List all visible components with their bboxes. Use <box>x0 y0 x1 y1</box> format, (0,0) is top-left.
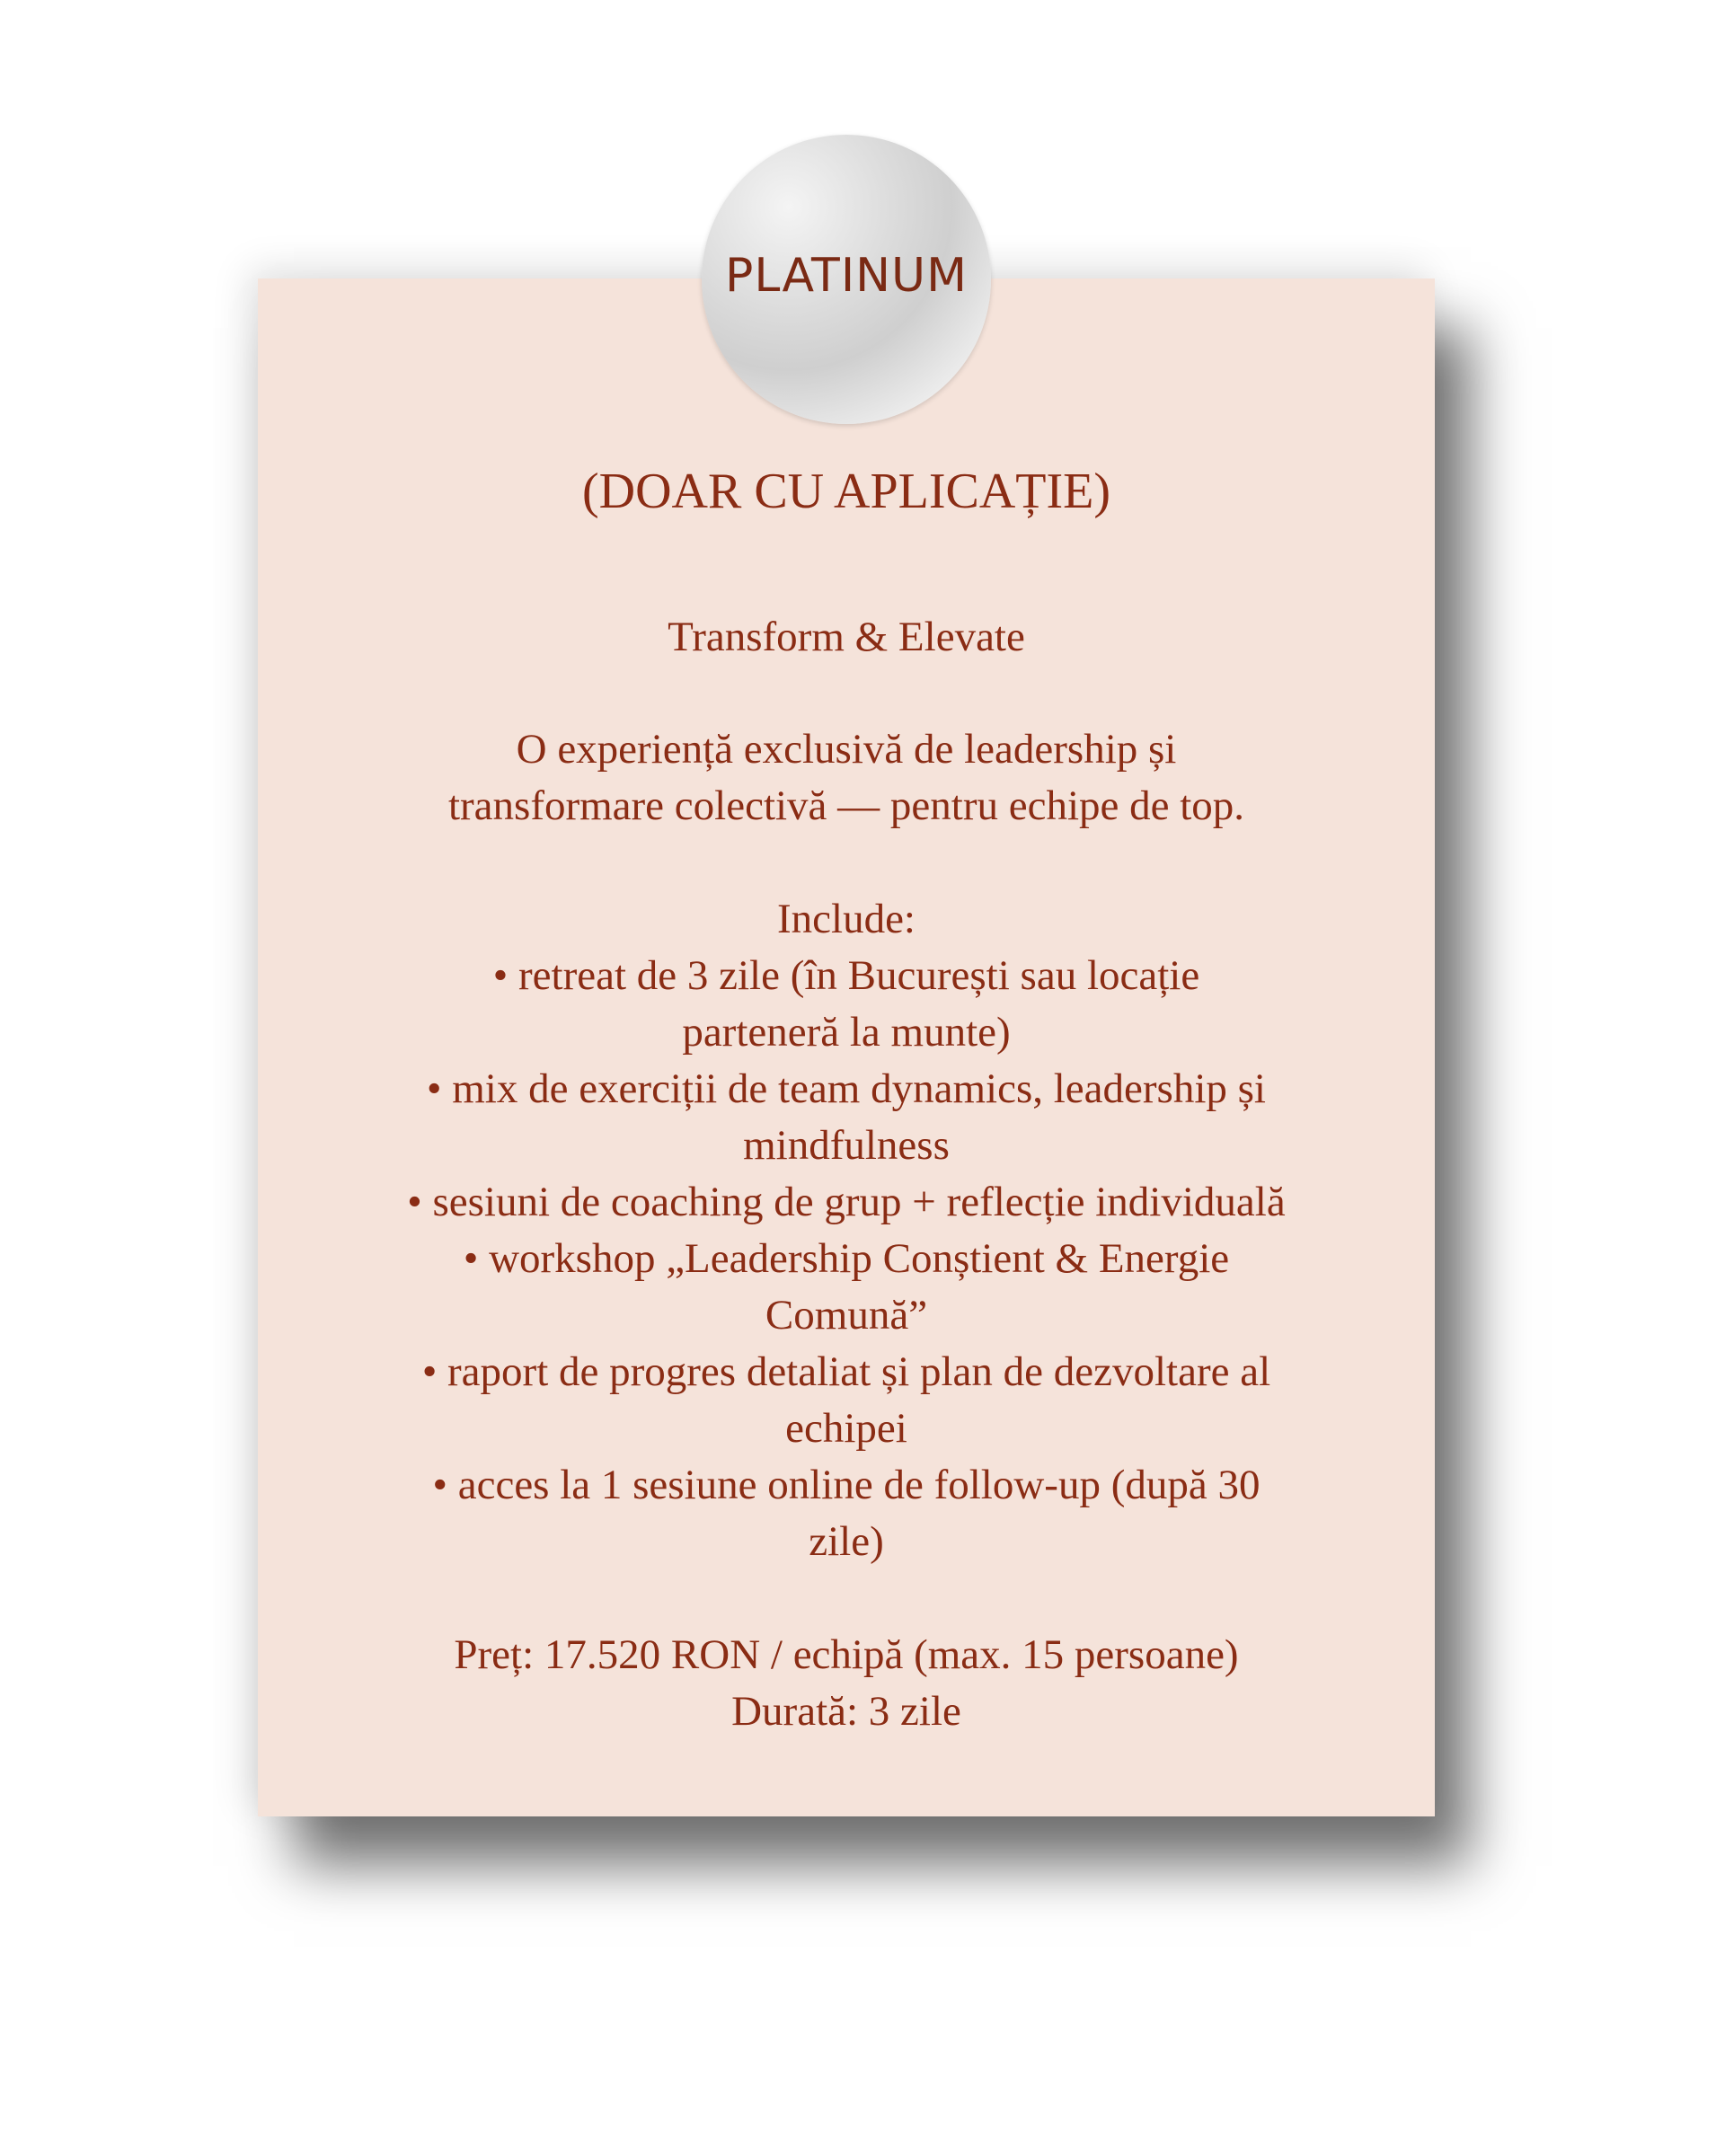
include-heading: Include: <box>777 896 916 942</box>
card-subtitle: (DOAR CU APLICAȚIE) <box>582 464 1110 519</box>
platinum-badge <box>702 135 991 424</box>
include-line: • acces la 1 sesiune online de follow-up (după 30 <box>432 1462 1261 1508</box>
include-line: • sesiuni de coaching de grup + reflecție individuală <box>407 1179 1286 1225</box>
include-line: mindfulness <box>743 1122 950 1169</box>
price-text: Preț: 17.520 RON / echipă (max. 15 persoane) <box>454 1631 1239 1678</box>
include-line: • workshop „Leadership Conștient & Energie <box>463 1235 1230 1282</box>
card-tagline: Transform & Elevate <box>668 614 1025 660</box>
include-line: • mix de exerciții de team dynamics, leadership și <box>427 1065 1266 1112</box>
duration-text: Durată: 3 zile <box>731 1688 961 1735</box>
description-line-1: O experiență exclusivă de leadership și <box>516 726 1177 773</box>
include-line: Comună” <box>765 1292 928 1339</box>
include-line: zile) <box>809 1518 884 1565</box>
badge-label: PLATINUM <box>725 249 968 303</box>
include-line: parteneră la munte) <box>682 1009 1011 1056</box>
include-line: • retreat de 3 zile (în București sau locație <box>492 952 1200 999</box>
include-line: echipei <box>785 1405 907 1452</box>
description-line-2: transformare colectivă — pentru echipe de top. <box>447 782 1245 829</box>
include-line: • raport de progres detaliat și plan de dezvoltare al <box>421 1348 1271 1395</box>
